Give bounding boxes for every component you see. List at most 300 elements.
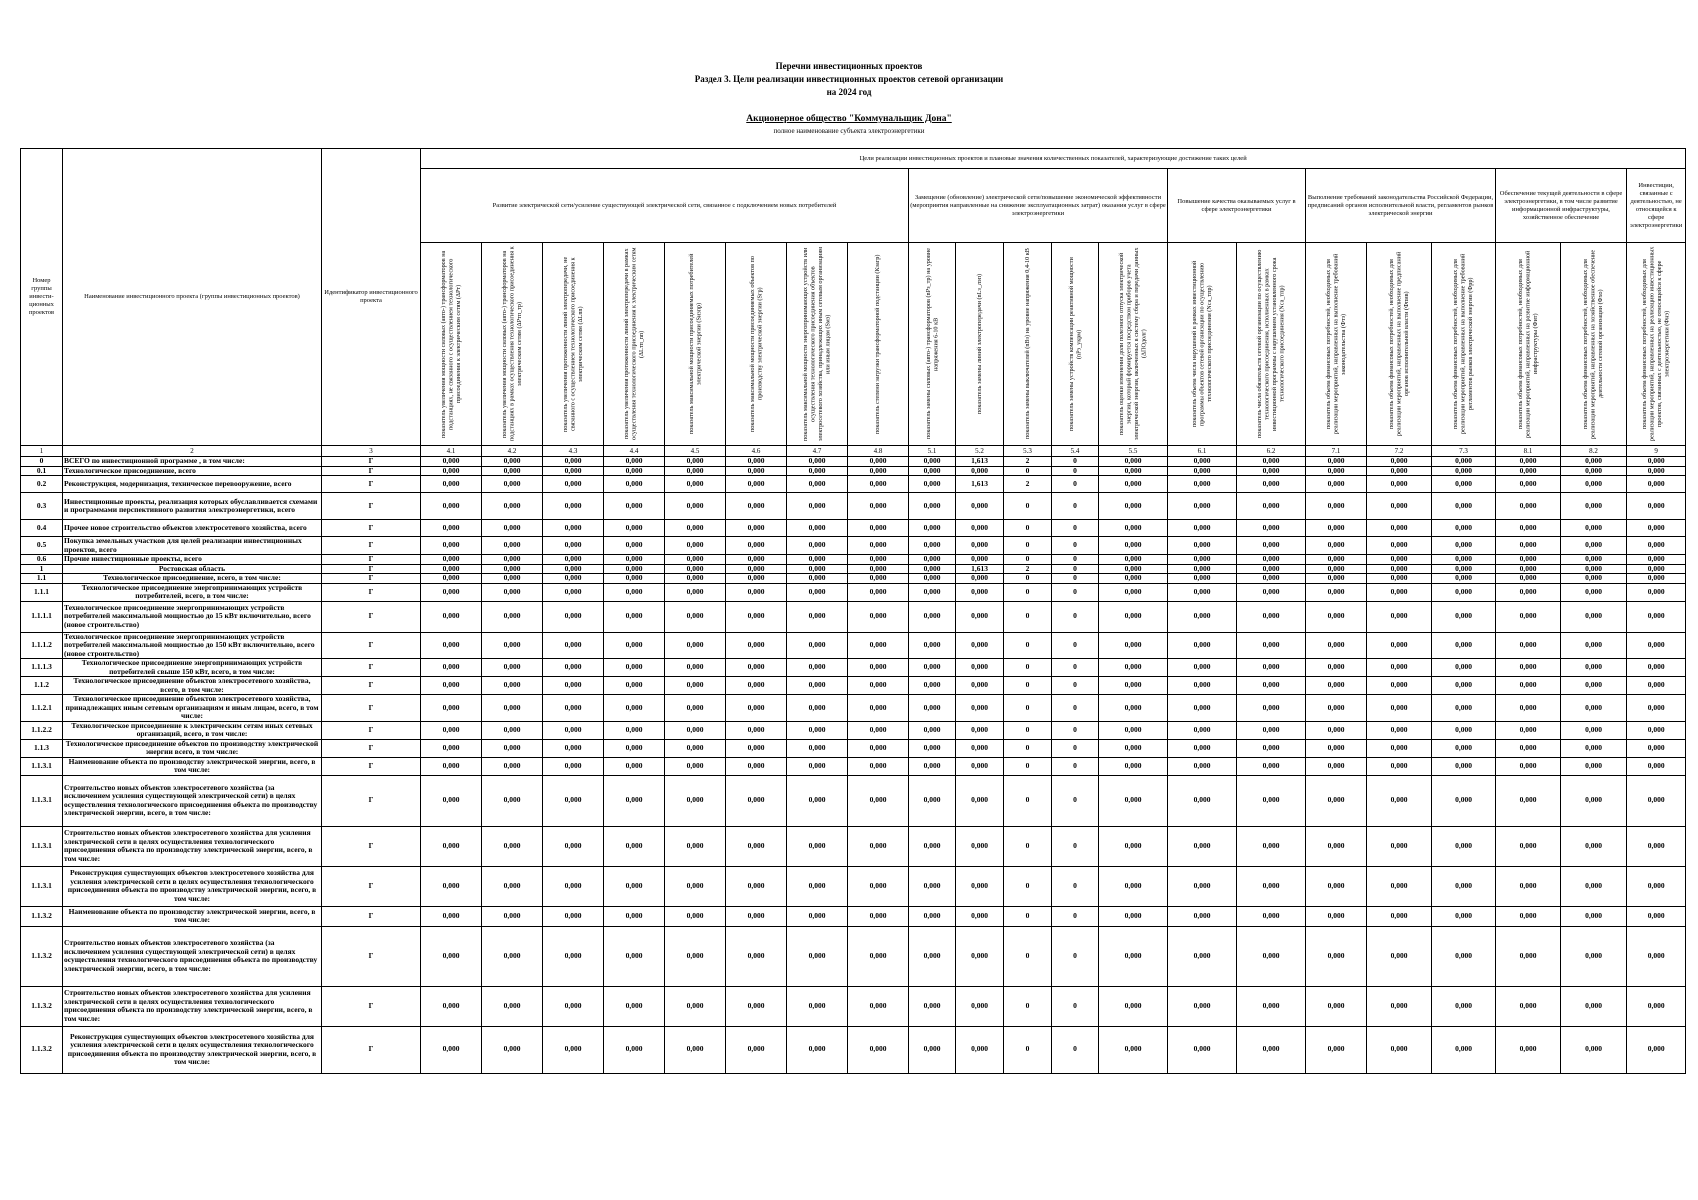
row-value-cell: 0,000 — [787, 574, 848, 584]
row-value-cell: 0,000 — [1367, 866, 1432, 906]
row-value-cell: 0,000 — [482, 721, 543, 739]
row-value-cell: 0,000 — [665, 721, 726, 739]
row-value-cell: 0,000 — [1306, 721, 1367, 739]
indicator-label: показатель степени загрузки трансформаторной подстанции (Кзагр) — [874, 254, 882, 434]
row-name-cell: Наименование объекта по производству электрической энергии, всего, в том числе: — [63, 906, 322, 926]
row-value-cell: 0,000 — [543, 601, 604, 632]
row-value-cell: 0,000 — [956, 574, 1004, 584]
row-identifier-cell: Г — [322, 476, 421, 493]
column-number: 4.1 — [421, 446, 482, 457]
row-value-cell: 0,000 — [1099, 866, 1168, 906]
row-value-cell: 0,000 — [787, 695, 848, 722]
row-value-cell: 0,000 — [1367, 926, 1432, 986]
row-value-cell: 0,000 — [1237, 493, 1306, 520]
row-value-cell: 0,000 — [1496, 926, 1561, 986]
row-value-cell: 0,000 — [1367, 721, 1432, 739]
row-value-cell: 0,000 — [787, 564, 848, 574]
row-value-cell: 0,000 — [726, 695, 787, 722]
row-value-cell: 0,000 — [482, 601, 543, 632]
row-value-cell: 0,000 — [909, 601, 956, 632]
row-name-cell: Покупка земельных участков для целей реализации инвестиционных проектов, всего — [63, 537, 322, 555]
row-value-cell: 0,000 — [1561, 739, 1627, 757]
indicator-label: показатель объема числа нарушений в рамках инвестиционной программы объектов сетевой организации по осуществлению технологического присоединения (Nса_тпр) — [1190, 260, 1213, 428]
row-value-cell: 0,000 — [1432, 555, 1496, 565]
indicator-header — [1237, 243, 1306, 446]
table-row — [21, 476, 1686, 493]
table-row — [21, 520, 1686, 537]
row-value-cell: 0,000 — [482, 1026, 543, 1073]
row-value-cell: 0,000 — [1237, 583, 1306, 601]
row-value-cell: 0,000 — [1561, 757, 1627, 775]
row-value-cell: 0,000 — [421, 659, 482, 677]
row-value-cell: 0,000 — [1306, 537, 1367, 555]
row-value-cell: 0,000 — [1627, 564, 1686, 574]
row-value-cell: 0,000 — [1367, 537, 1432, 555]
row-value-cell: 0,000 — [956, 926, 1004, 986]
row-value-cell: 0,000 — [421, 757, 482, 775]
row-value-cell: 0,000 — [848, 457, 909, 467]
row-value-cell: 0,000 — [604, 677, 665, 695]
row-value-cell: 0,000 — [909, 906, 956, 926]
row-value-cell: 0 — [1004, 986, 1052, 1026]
row-value-cell: 0,000 — [604, 757, 665, 775]
column-number: 8.2 — [1561, 446, 1627, 457]
row-value-cell: 0,000 — [787, 537, 848, 555]
row-value-cell: 0,000 — [848, 757, 909, 775]
row-value-cell: 0,000 — [1306, 659, 1367, 677]
row-value-cell: 0,000 — [1496, 721, 1561, 739]
row-value-cell: 0,000 — [1306, 574, 1367, 584]
row-name-cell: Прочие инвестиционные проекты, всего — [63, 555, 322, 565]
row-value-cell: 0 — [1004, 826, 1052, 866]
row-value-cell: 0,000 — [726, 866, 787, 906]
row-value-cell: 0,000 — [543, 555, 604, 565]
row-value-cell: 0 — [1052, 906, 1099, 926]
row-value-cell: 0,000 — [787, 866, 848, 906]
row-value-cell: 0,000 — [604, 866, 665, 906]
row-value-cell: 0,000 — [909, 986, 956, 1026]
row-value-cell: 0,000 — [1168, 466, 1237, 476]
row-value-cell: 0,000 — [787, 775, 848, 826]
row-value-cell: 0,000 — [665, 1026, 726, 1073]
row-value-cell: 0,000 — [1432, 583, 1496, 601]
table-row — [21, 721, 1686, 739]
row-value-cell: 0,000 — [1496, 466, 1561, 476]
row-value-cell: 0,000 — [1306, 1026, 1367, 1073]
row-value-cell: 0,000 — [787, 555, 848, 565]
row-identifier-cell: Г — [322, 564, 421, 574]
row-value-cell: 0,000 — [482, 775, 543, 826]
column-number: 4.8 — [848, 446, 909, 457]
column-number: 2 — [63, 446, 322, 457]
row-value-cell: 0,000 — [1099, 457, 1168, 467]
row-value-cell: 0,000 — [1627, 632, 1686, 659]
row-value-cell: 0,000 — [482, 457, 543, 467]
row-value-cell: 0,000 — [1627, 775, 1686, 826]
row-value-cell: 0,000 — [1306, 555, 1367, 565]
row-value-cell: 0,000 — [1627, 583, 1686, 601]
row-identifier-cell: Г — [322, 555, 421, 565]
table-header — [21, 149, 1686, 457]
document-header — [0, 60, 1698, 136]
row-value-cell: 0,000 — [604, 583, 665, 601]
row-value-cell: 0 — [1004, 537, 1052, 555]
row-value-cell: 0,000 — [848, 986, 909, 1026]
row-value-cell: 0,000 — [1237, 826, 1306, 866]
row-value-cell: 0,000 — [726, 906, 787, 926]
row-value-cell: 0,000 — [482, 520, 543, 537]
row-value-cell: 0,000 — [956, 601, 1004, 632]
row-value-cell: 0,000 — [1168, 583, 1237, 601]
row-value-cell: 0,000 — [1432, 906, 1496, 926]
row-value-cell: 0,000 — [482, 564, 543, 574]
column-number: 8.1 — [1496, 446, 1561, 457]
row-value-cell: 0,000 — [726, 555, 787, 565]
row-value-cell: 0 — [1052, 583, 1099, 601]
row-value-cell: 0 — [1052, 721, 1099, 739]
row-value-cell: 0,000 — [1561, 1026, 1627, 1073]
row-value-cell: 0,000 — [1496, 866, 1561, 906]
row-value-cell: 0,000 — [1561, 866, 1627, 906]
row-value-cell: 0,000 — [1237, 457, 1306, 467]
row-value-cell: 0,000 — [604, 826, 665, 866]
row-value-cell: 0,000 — [1237, 537, 1306, 555]
row-value-cell: 0,000 — [543, 986, 604, 1026]
row-value-cell: 0,000 — [482, 555, 543, 565]
row-value-cell: 0,000 — [1099, 632, 1168, 659]
row-value-cell: 0,000 — [665, 906, 726, 926]
row-value-cell: 0,000 — [604, 1026, 665, 1073]
row-value-cell: 0,000 — [1168, 906, 1237, 926]
row-value-cell: 0,000 — [1432, 564, 1496, 574]
row-number-cell: 0.5 — [21, 537, 63, 555]
row-value-cell: 0,000 — [1496, 493, 1561, 520]
table-row — [21, 739, 1686, 757]
column-number: 7.1 — [1306, 446, 1367, 457]
table-row — [21, 555, 1686, 565]
row-identifier-cell: Г — [322, 493, 421, 520]
row-value-cell: 0,000 — [726, 926, 787, 986]
row-value-cell: 0 — [1052, 466, 1099, 476]
row-identifier-cell: Г — [322, 695, 421, 722]
row-value-cell: 0,000 — [909, 826, 956, 866]
row-value-cell: 0,000 — [1561, 721, 1627, 739]
row-value-cell: 0,000 — [1168, 457, 1237, 467]
row-value-cell: 0,000 — [956, 906, 1004, 926]
row-value-cell: 0,000 — [1627, 555, 1686, 565]
row-name-cell: Строительство новых объектов электросетевого хозяйства для усиления электрической сети в целях осуществления технологического присоединения объекта по производству электрической энергии, всего, в том числе: — [63, 986, 322, 1026]
indicator-header — [1627, 243, 1686, 446]
row-value-cell: 0,000 — [1367, 564, 1432, 574]
row-value-cell: 0 — [1052, 757, 1099, 775]
row-value-cell: 2 — [1004, 476, 1052, 493]
row-value-cell: 0 — [1004, 906, 1052, 926]
row-value-cell: 0,000 — [787, 826, 848, 866]
row-value-cell: 0,000 — [1168, 695, 1237, 722]
row-value-cell: 0,000 — [1561, 466, 1627, 476]
row-value-cell: 0,000 — [1367, 520, 1432, 537]
row-value-cell: 0,000 — [482, 493, 543, 520]
row-value-cell: 0,000 — [543, 677, 604, 695]
row-value-cell: 0,000 — [665, 757, 726, 775]
row-value-cell: 0 — [1052, 826, 1099, 866]
row-value-cell: 0 — [1004, 926, 1052, 986]
indicator-label: показатель увеличения мощности силовых (авто-) трансформаторов на подстанциях в рамках осуществления технологического присоединения к электрическим сетям (ΔPтп_тр) — [500, 246, 523, 442]
header-goals: Цели реализации инвестиционных проектов и плановые значения количественных показателей, характеризующие достижение таких целей — [421, 149, 1686, 169]
header-group-non-energy: Инвестиции, связанные с деятельностью, не относящейся к сфере электроэнергетики — [1627, 169, 1686, 243]
row-name-cell: Строительство новых объектов электросетевого хозяйства (за исключением усиления существующей электрической сети) в целях осуществления технологического присоединения объекта по производству электрической энергии, всего, в том числе: — [63, 775, 322, 826]
row-value-cell: 0,000 — [421, 986, 482, 1026]
row-value-cell: 0,000 — [1367, 466, 1432, 476]
row-value-cell: 0,000 — [1306, 739, 1367, 757]
row-value-cell: 0,000 — [909, 457, 956, 467]
column-number: 7.2 — [1367, 446, 1432, 457]
row-value-cell: 0,000 — [1561, 457, 1627, 467]
row-value-cell: 0,000 — [1432, 986, 1496, 1026]
row-value-cell: 0,000 — [421, 574, 482, 584]
row-value-cell: 0,000 — [1627, 659, 1686, 677]
row-value-cell: 0,000 — [543, 537, 604, 555]
row-name-cell: Инвестиционные проекты, реализация которых обуславливается схемами и программами перспективного развития электроэнергетики, всего — [63, 493, 322, 520]
row-number-cell: 1.1 — [21, 574, 63, 584]
row-value-cell: 0 — [1052, 775, 1099, 826]
row-value-cell: 0,000 — [1367, 632, 1432, 659]
table-row — [21, 866, 1686, 906]
row-identifier-cell: Г — [322, 537, 421, 555]
row-value-cell: 0,000 — [848, 659, 909, 677]
row-value-cell: 0,000 — [1367, 986, 1432, 1026]
row-value-cell: 0,000 — [726, 457, 787, 467]
row-value-cell: 0 — [1052, 493, 1099, 520]
row-value-cell: 0,000 — [665, 695, 726, 722]
row-value-cell: 0,000 — [1432, 466, 1496, 476]
row-value-cell: 0,000 — [1237, 659, 1306, 677]
row-value-cell: 0,000 — [1627, 695, 1686, 722]
indicator-header — [726, 243, 787, 446]
row-number-cell: 1.1.1.1 — [21, 601, 63, 632]
row-value-cell: 0 — [1004, 677, 1052, 695]
column-number: 6.2 — [1237, 446, 1306, 457]
row-value-cell: 0,000 — [1496, 906, 1561, 926]
row-value-cell: 0,000 — [1168, 866, 1237, 906]
row-value-cell: 0,000 — [726, 601, 787, 632]
row-value-cell: 0,000 — [848, 906, 909, 926]
header-line-2: Раздел 3. Цели реализации инвестиционных проектов сетевой организации — [694, 74, 1004, 84]
indicator-label: показатель замены силовых (авто-) трансформаторов (nPз_тр) на уровне напряжения 6-10 кВ — [924, 248, 939, 440]
row-value-cell: 0,000 — [726, 721, 787, 739]
table-row — [21, 537, 1686, 555]
table-row — [21, 632, 1686, 659]
row-value-cell: 0,000 — [909, 476, 956, 493]
row-value-cell: 0 — [1052, 574, 1099, 584]
row-identifier-cell: Г — [322, 466, 421, 476]
row-value-cell: 0,000 — [787, 757, 848, 775]
row-value-cell: 0,000 — [1367, 574, 1432, 584]
row-value-cell: 0,000 — [787, 583, 848, 601]
row-value-cell: 0,000 — [787, 926, 848, 986]
row-value-cell: 0,000 — [1099, 906, 1168, 926]
row-number-cell: 1.1.1.3 — [21, 659, 63, 677]
row-value-cell: 0,000 — [1099, 537, 1168, 555]
row-value-cell: 0,000 — [1496, 757, 1561, 775]
header-group-legal: Выполнение требований законодательства Российской Федерации, предписаний органов исполнительной власти, регламентов рынков электрической энергии — [1306, 169, 1496, 243]
row-value-cell: 0,000 — [482, 757, 543, 775]
table-row — [21, 659, 1686, 677]
row-value-cell: 0,000 — [543, 457, 604, 467]
row-value-cell: 0 — [1004, 493, 1052, 520]
row-value-cell: 0,000 — [482, 739, 543, 757]
row-value-cell: 0,000 — [1432, 721, 1496, 739]
indicator-header — [1306, 243, 1367, 446]
row-value-cell: 0,000 — [1432, 537, 1496, 555]
row-value-cell: 0,000 — [1306, 601, 1367, 632]
row-name-cell: Технологическое присоединение энергопринимающих устройств потребителей максимальной мощностью до 150 кВт включительно, всего (новое строительство) — [63, 632, 322, 659]
row-value-cell: 0,000 — [482, 632, 543, 659]
row-value-cell: 0,000 — [1168, 986, 1237, 1026]
row-value-cell: 0,000 — [1561, 476, 1627, 493]
row-value-cell: 0,000 — [1168, 574, 1237, 584]
row-value-cell: 0,000 — [1099, 739, 1168, 757]
indicator-label: показатель замены устройств компенсации реактивной мощности (nPз_укрм) — [1067, 257, 1082, 431]
row-value-cell: 0,000 — [665, 677, 726, 695]
row-value-cell: 0,000 — [1168, 493, 1237, 520]
indicator-header — [543, 243, 604, 446]
row-value-cell: 0,000 — [1432, 739, 1496, 757]
row-value-cell: 0 — [1004, 739, 1052, 757]
table-row — [21, 926, 1686, 986]
row-value-cell: 0,000 — [1561, 537, 1627, 555]
investment-goals-table — [20, 148, 1686, 1074]
row-value-cell: 0,000 — [956, 721, 1004, 739]
row-value-cell: 0,000 — [421, 1026, 482, 1073]
row-value-cell: 0,000 — [1099, 466, 1168, 476]
row-value-cell: 0,000 — [665, 775, 726, 826]
row-value-cell: 0 — [1004, 775, 1052, 826]
row-value-cell: 0,000 — [1237, 739, 1306, 757]
row-value-cell: 0,000 — [1367, 1026, 1432, 1073]
row-number-cell: 1.1.2 — [21, 677, 63, 695]
row-value-cell: 0,000 — [421, 476, 482, 493]
table-row — [21, 677, 1686, 695]
row-value-cell: 0,000 — [665, 632, 726, 659]
row-value-cell: 0 — [1052, 537, 1099, 555]
row-value-cell: 0,000 — [421, 632, 482, 659]
row-value-cell: 0,000 — [1496, 520, 1561, 537]
row-value-cell: 0,000 — [956, 537, 1004, 555]
row-value-cell: 1,613 — [956, 564, 1004, 574]
table-row — [21, 457, 1686, 467]
row-value-cell: 0,000 — [1627, 493, 1686, 520]
row-value-cell: 0,000 — [909, 1026, 956, 1073]
row-value-cell: 0,000 — [1099, 476, 1168, 493]
row-number-cell: 0 — [21, 457, 63, 467]
header-group-number: Номер группы инвести-ционных проектов — [21, 149, 63, 446]
row-value-cell: 0,000 — [543, 659, 604, 677]
row-value-cell: 0,000 — [726, 537, 787, 555]
row-value-cell: 0,000 — [848, 537, 909, 555]
indicator-label: показатель максимальной мощности присоединяемых объектов по производству электрической энергии (Sгр) — [748, 256, 763, 432]
row-value-cell: 0,000 — [1099, 583, 1168, 601]
row-value-cell: 0,000 — [1432, 677, 1496, 695]
indicator-header — [1496, 243, 1561, 446]
row-value-cell: 0,000 — [665, 583, 726, 601]
indicator-label: показатель максимальной мощности присоединяемых потребителей электрической энергии (Sизпр) — [687, 253, 702, 435]
indicator-header — [1004, 243, 1052, 446]
row-number-cell: 1.1.3.2 — [21, 986, 63, 1026]
row-value-cell: 0 — [1004, 757, 1052, 775]
row-value-cell: 0,000 — [1627, 757, 1686, 775]
row-value-cell: 0,000 — [726, 775, 787, 826]
row-value-cell: 0,000 — [665, 739, 726, 757]
row-value-cell: 0,000 — [1237, 564, 1306, 574]
row-value-cell: 0,000 — [787, 493, 848, 520]
row-value-cell: 0,000 — [726, 574, 787, 584]
row-value-cell: 0,000 — [421, 926, 482, 986]
row-value-cell: 0 — [1052, 555, 1099, 565]
row-name-cell: Технологическое присоединение энергопринимающих устройств потребителей максимальной мощностью до 15 кВт включительно, всего (новое строительство) — [63, 601, 322, 632]
row-value-cell: 0,000 — [1099, 695, 1168, 722]
row-value-cell: 0 — [1004, 659, 1052, 677]
row-value-cell: 0,000 — [1237, 632, 1306, 659]
row-value-cell: 0,000 — [956, 739, 1004, 757]
row-value-cell: 0,000 — [1432, 866, 1496, 906]
row-number-cell: 1.1.3.2 — [21, 926, 63, 986]
row-value-cell: 0,000 — [1367, 476, 1432, 493]
row-value-cell: 0,000 — [909, 493, 956, 520]
row-value-cell: 0,000 — [1627, 866, 1686, 906]
row-value-cell: 0,000 — [665, 574, 726, 584]
row-value-cell: 0 — [1052, 739, 1099, 757]
row-value-cell: 0 — [1052, 986, 1099, 1026]
row-value-cell: 0,000 — [909, 583, 956, 601]
row-value-cell: 0 — [1004, 520, 1052, 537]
row-value-cell: 0,000 — [1496, 1026, 1561, 1073]
indicator-header — [1168, 243, 1237, 446]
organization-name: Акционерное общество "Коммунальщик Дона" — [746, 114, 952, 124]
column-number: 1 — [21, 446, 63, 457]
row-name-cell: Технологическое присоединение к электрическим сетям иных сетевых организаций, всего, в том числе: — [63, 721, 322, 739]
row-value-cell: 0,000 — [909, 537, 956, 555]
row-value-cell: 0,000 — [604, 721, 665, 739]
row-value-cell: 0,000 — [848, 574, 909, 584]
row-value-cell: 0,000 — [482, 583, 543, 601]
row-value-cell: 0,000 — [848, 555, 909, 565]
row-value-cell: 0,000 — [1496, 659, 1561, 677]
row-value-cell: 0,000 — [543, 632, 604, 659]
column-number: 9 — [1627, 446, 1686, 457]
row-value-cell: 0,000 — [848, 564, 909, 574]
row-value-cell: 0,000 — [543, 1026, 604, 1073]
row-value-cell: 0,000 — [787, 659, 848, 677]
row-value-cell: 0,000 — [1306, 476, 1367, 493]
row-value-cell: 0,000 — [543, 695, 604, 722]
indicator-header — [665, 243, 726, 446]
row-value-cell: 0,000 — [665, 466, 726, 476]
row-value-cell: 0,000 — [1168, 537, 1237, 555]
row-value-cell: 0,000 — [1237, 866, 1306, 906]
row-value-cell: 0,000 — [726, 739, 787, 757]
column-number: 5.5 — [1099, 446, 1168, 457]
row-name-cell: Строительство новых объектов электросетевого хозяйства (за исключением усиления существующей электрической сети) в целях осуществления технологического присоединения объекта по производству электрической энергии, всего, в том числе: — [63, 926, 322, 986]
row-value-cell: 0,000 — [1367, 775, 1432, 826]
row-value-cell: 0,000 — [956, 695, 1004, 722]
row-value-cell: 0,000 — [1627, 721, 1686, 739]
table-row — [21, 601, 1686, 632]
row-value-cell: 0,000 — [1237, 926, 1306, 986]
row-value-cell: 0,000 — [848, 520, 909, 537]
row-value-cell: 0,000 — [1306, 775, 1367, 826]
row-value-cell: 0,000 — [543, 520, 604, 537]
